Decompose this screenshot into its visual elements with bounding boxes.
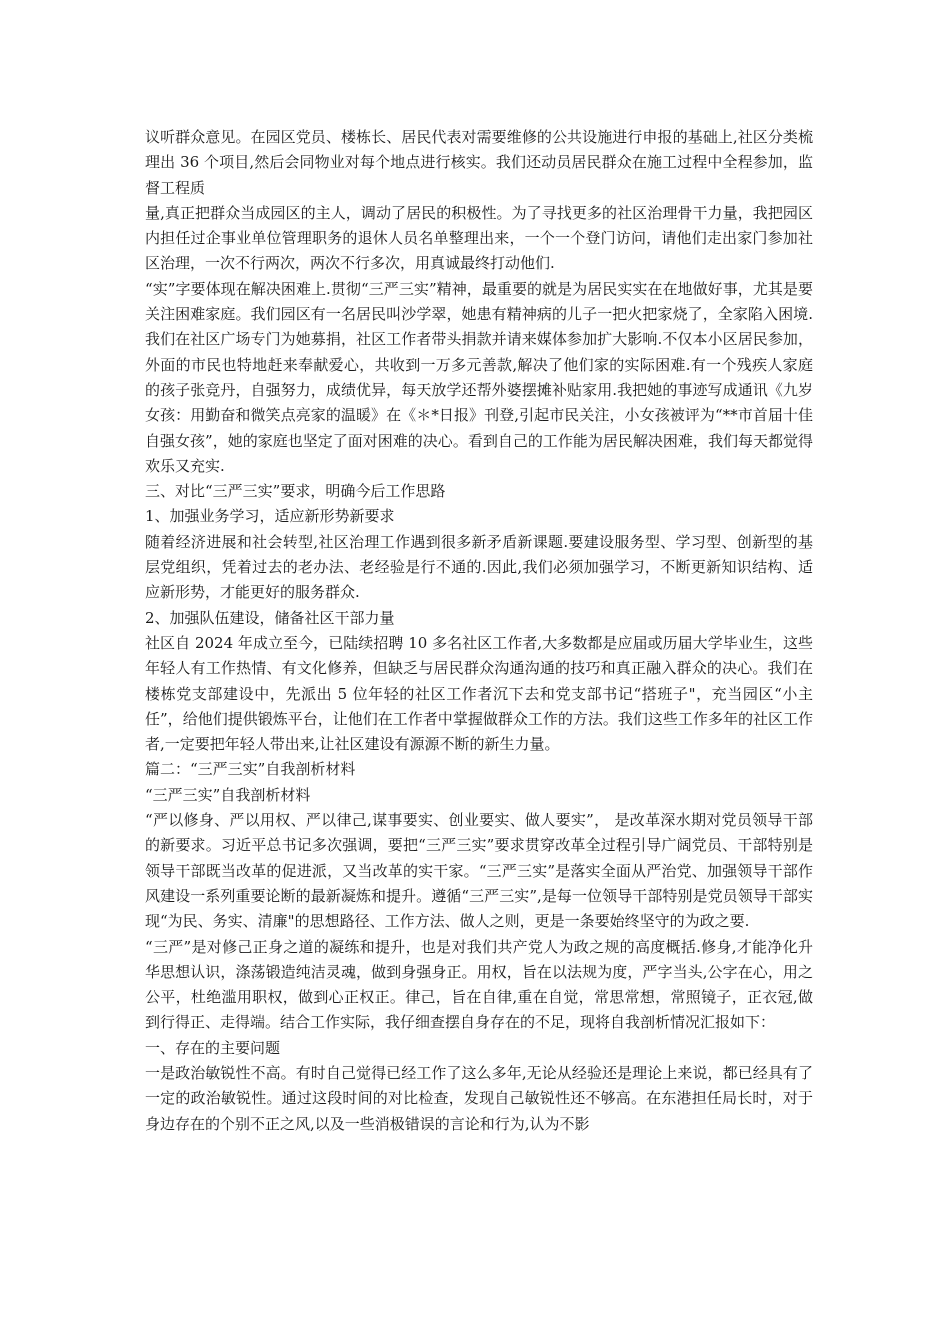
paragraph-three-strict: “三严”是对修己正身之道的凝练和提升，也是对我们共产党人为政之规的高度概括.修身,才能净化升华思想认识，涤荡锻造纯洁灵魂，做到身强身正。用权，旨在以法规为度，严字当头,公字在心，用之公平，杜绝滥用职权，做到心正权正。律己，旨在自律,重在自觉，常思常想，常照镜子，正衣冠,做到行得正、走得端。结合工作实际，我仔细查摆自身存在的不足，现将自我剖析情况汇报如下： [145, 937, 813, 1032]
paragraph-residents-opinion: 议听群众意见。在园区党员、楼栋长、居民代表对需要维修的公共设施进行申报的基础上,社区分类梳理出 36 个项目,然后会同物业对每个地点进行核实。我们还动员居民群众在施工过程中全程参加，监督工程质 [145, 128, 813, 197]
paragraph-volunteers: 量,真正把群众当成园区的主人，调动了居民的积极性。为了寻找更多的社区治理骨干力量，我把园区内担任过企事业单位管理职务的退休人员名单整理出来，一个一个登门访问，请他们走出家门参加社区治理，一次不行两次，两次不行多次，用真诚最终打动他们. [145, 203, 813, 273]
paragraph-intro: “严以修身、严以用权、严以律己,谋事要实、创业要实、做人要实”， 是改革深水期对党员领导干部的新要求。习近平总书记多次强调，要把“三严三实”要求贯穿改革全过程引导广阔党员、干部特别是领导干部既当改革的促进派，又当改革的实干家。“三严三实”是落实全面从严治党、加强领导干部作风建设一系列重要论断的最新凝炼和提升。遵循“三严三实”,是每一位领导干部特别是党员领导干部实现“为民、务实、清廉"的思想路径、工作方法、做人之则，更是一条要始终坚守的为政之要. [145, 811, 813, 931]
article-title: “三严三实”自我剖析材料 [145, 785, 311, 804]
subheading-2: 2、加强队伍建设，储备社区干部力量 [145, 608, 395, 627]
document-page [145, 125, 813, 1137]
paragraph-learning: 随着经济进展和社会转型,社区治理工作遇到很多新矛盾新课题.要建设服务型、学习型、创新型的基层党组织，凭着过去的老办法、老经验是行不通的.因此,我们必须加强学习，不断更新知识结构、适应新形势，才能更好的服务群众. [145, 532, 813, 602]
paragraph-solving-difficulties: “实”字要体现在解决困难上.贯彻“三严三实”精神，最重要的就是为居民实实在在地做好事，尤其是要关注困难家庭。我们园区有一名居民叫沙学翠，她患有精神病的儿子一把火把家烧了，全家陷入困境.我们在社区广场专门为她募捐，社区工作者带头捐款并请来媒体参加扩大影响.不仅本小区居民参加，外面的市民也特地赶来奉献爱心，共收到一万多元善款,解决了他们家的实际困难.有一个残疾人家庭的孩子张竞丹，自强努力，成绩优异，每天放学还帮外婆摆摊补贴家用.我把她的事迹写成通讯《九岁女孩：用勤奋和微笑点亮家的温暖》在《＊*日报》刊登,引起市民关注，小女孩被评为“**市首届十佳自强女孩”，她的家庭也坚定了面对困难的决心。看到自己的工作能为居民解决困难，我们每天都觉得欢乐又充实. [145, 279, 813, 475]
section-heading-3: 三、对比“三严三实”要求，明确今后工作思路 [145, 482, 446, 501]
subheading-1: 1、加强业务学习，适应新形势新要求 [145, 507, 395, 526]
paragraph-team-building: 社区自 2024 年成立至今，已陆续招聘 10 多名社区工作者,大多数都是应届或历届大学毕业生，这些年轻人有工作热情、有文化修养，但缺乏与居民群众沟通沟通的技巧和真正融入群众的决心。我们在楼栋党支部建设中，先派出 5 位年轻的社区工作者沉下去和党支部书记“搭班子"，充当园区“小主任”，给他们提供锻炼平台，让他们在工作者中掌握做群众工作的方法。我们这些工作多年的社区工作者,一定要把年轻人带出来,让社区建设有源源不断的新生力量。 [145, 633, 813, 754]
section-heading-1: 一、存在的主要问题 [145, 1038, 281, 1057]
paragraph-political-sensitivity: 一是政治敏锐性不高。有时自己觉得已经工作了这么多年,无论从经验还是理论上来说，都已经具有了一定的政治敏锐性。通过这段时间的对比检查，发现自己敏锐性还不够高。在东港担任局长时，对于身边存在的个别不正之风,以及一些消极错误的言论和行为,认为不影 [145, 1063, 813, 1133]
part-two-heading: 篇二：“三严三实”自我剖析材料 [145, 760, 356, 779]
